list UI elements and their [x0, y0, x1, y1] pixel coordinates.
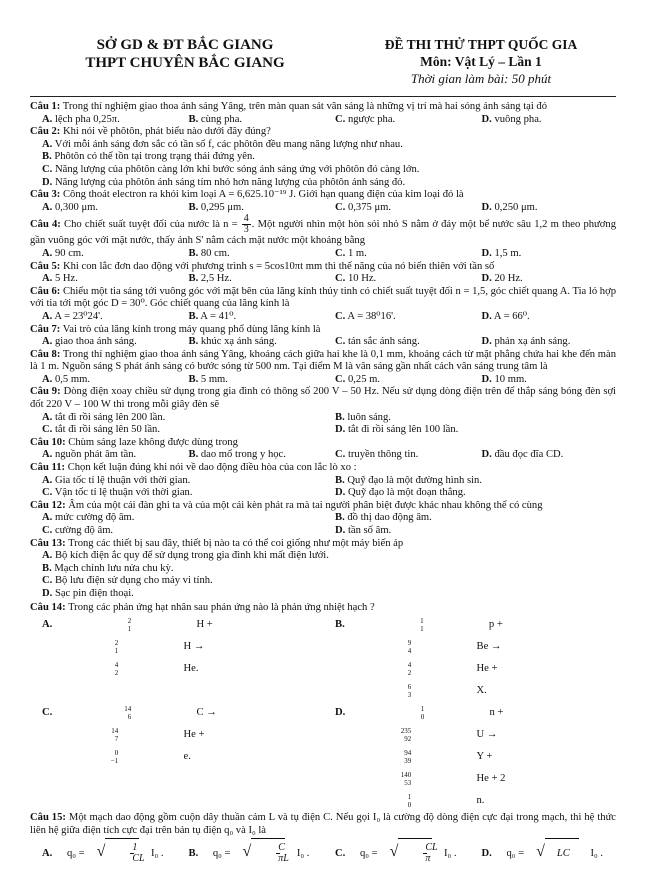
- q8-option-d[interactable]: D. 10 mm.: [481, 373, 527, 385]
- q5-option-c[interactable]: C. 10 Hz.: [335, 273, 377, 285]
- q13-option-b[interactable]: B. Mạch chỉnh lưu nửa chu kỳ.: [42, 562, 174, 574]
- q14-option-b[interactable]: B. 1 1 p + 9 4 Be → 4 2 He + 6 3 X.: [335, 616, 503, 699]
- options-row: [30, 248, 616, 261]
- exam-subject: Môn: Vật Lý – Lần 1: [420, 54, 542, 69]
- q10-option-a[interactable]: A. nguồn phát âm tần.: [42, 449, 137, 461]
- question-number: Câu 3:: [30, 189, 61, 201]
- q2-option-d[interactable]: D. Năng lượng của phôtôn ánh sáng tím nhỏ hơn năng lượng của phôtôn ánh sáng đỏ.: [42, 176, 406, 188]
- question-number: Câu 14:: [30, 601, 66, 613]
- q3-option-c[interactable]: C. 0,375 μm.: [335, 201, 392, 213]
- q5-option-a[interactable]: A. 5 Hz.: [42, 273, 78, 285]
- header-divider: [30, 96, 616, 97]
- exam-time: Thời gian làm bài: 50 phút: [410, 71, 552, 86]
- options-row: [30, 273, 616, 286]
- question-11: [30, 462, 616, 500]
- question-10: [30, 437, 616, 462]
- q5-option-d[interactable]: D. 20 Hz.: [481, 273, 523, 285]
- question-text: Dòng điện xoay chiều sử dụng trong gia đình có thông số 200 V – 50 Hz. Nếu sử dụng dòng điện trên để thắp sáng bóng đèn sợi đốt 220 V – 100 W thì trong mỗi giây đèn sẽ: [30, 386, 616, 411]
- q10-option-b[interactable]: B. dao mổ trong y học.: [188, 449, 286, 461]
- q11-option-b[interactable]: B. Quỹ đạo là một đường hình sin.: [335, 474, 483, 486]
- fraction: $\frac{4}{3}$: [243, 213, 249, 236]
- options-row: [30, 336, 616, 349]
- question-number: Câu 8:: [30, 348, 61, 360]
- question-number: Câu 9:: [30, 386, 61, 398]
- question-text: Chiếu một tia sáng tới vuông góc với mặt bên của lăng kính thủy tinh có chiết suất tuyệt đối n = 1,5, góc chiết quang A. Tia ló hợp với tia tới một góc D = 30⁰. Góc chiết quang của lăng kính là: [30, 285, 616, 310]
- q3-option-a[interactable]: A. 0,300 μm.: [42, 201, 99, 213]
- question-text: Khi con lắc đơn dao động với phương trình s = 5cos10πt mm thì thế năng của nó biến thiên với tần số: [62, 260, 495, 272]
- question-number: Câu 13:: [30, 537, 66, 549]
- q9-option-c[interactable]: C. tắt đi rồi sáng lên 50 lần.: [42, 424, 160, 436]
- question-text: Trong các phản ứng hạt nhân sau phản ứng nào là phản ứng nhiệt hạch ?: [68, 601, 375, 613]
- question-number: Câu 1:: [30, 101, 61, 112]
- q12-option-c[interactable]: C. cường độ âm.: [42, 525, 114, 536]
- options-row: [30, 424, 616, 437]
- q11-option-c[interactable]: C. Vận tốc tỉ lệ thuận với thời gian.: [42, 487, 193, 499]
- question-6: [30, 286, 616, 324]
- q9-option-a[interactable]: A. tắt đi rồi sáng lên 200 lần.: [42, 411, 166, 423]
- q6-option-d[interactable]: D. A = 66⁰.: [481, 310, 530, 322]
- question-9: [30, 386, 616, 436]
- school-name: THPT CHUYÊN BẮC GIANG: [85, 55, 285, 71]
- q13-option-c[interactable]: C. Bộ lưu điện sử dụng cho máy vi tính.: [42, 575, 213, 587]
- q10-option-c[interactable]: C. truyền thông tin.: [335, 449, 419, 461]
- q15-option-b[interactable]: B. q₀ = √ $\frac{C}{\pi L}$ I₀ .: [177, 837, 324, 869]
- q7-option-b[interactable]: B. khúc xạ ánh sáng.: [188, 336, 277, 348]
- question-8: [30, 349, 616, 387]
- school-block: [30, 36, 330, 88]
- q4-option-a[interactable]: A. 90 cm.: [42, 247, 84, 259]
- q11-option-d[interactable]: D. Quỹ đạo là một đoạn thẳng.: [335, 487, 466, 499]
- question-text: Chùm sáng laze không được dùng trong: [68, 436, 238, 448]
- question-5: [30, 261, 616, 286]
- question-number: Câu 7:: [30, 323, 61, 335]
- question-text: Một mạch dao động gồm cuộn dây thuần cảm L và tụ điện C. Nếu gọi I₀ là cường độ dòng điện cực đại trong mạch, thì hệ thức liên hệ giữa điện tích cực đại trên bản tụ điện q₀ và I₀ là: [30, 812, 617, 836]
- q14-option-a[interactable]: A. 2 1 H + 2 1 H → 4 2 He.: [42, 616, 213, 677]
- question-number: Câu 5:: [30, 260, 61, 272]
- q2-option-c[interactable]: C. Năng lượng của phôtôn càng lớn khi bước sóng ánh sáng ứng với phôtôn đó càng lớn.: [42, 163, 420, 175]
- question-text: Cho chiết suất tuyệt đối của nước là n =: [64, 219, 241, 231]
- question-text: Khi nói về phôtôn, phát biểu nào dưới đây đúng?: [62, 126, 271, 138]
- q14-option-d[interactable]: D. 1 0 n + 235 92 U → 94 39 Y + 140 53 He + 2 1 0 n.: [335, 704, 506, 809]
- question-3: [30, 189, 616, 214]
- exam-header: [30, 36, 616, 88]
- q13-option-a[interactable]: A. Bộ kích điện ắc quy để sử dụng trong gia đình khi mất điện lưới.: [42, 550, 329, 562]
- question-number: Câu 12:: [30, 499, 66, 511]
- options-row: [30, 114, 616, 127]
- q14-options-row1: [30, 614, 616, 702]
- q12-option-a[interactable]: A. mức cường độ âm.: [42, 512, 135, 524]
- q8-option-b[interactable]: B. 5 mm.: [188, 373, 228, 385]
- department-name: SỞ GD & ĐT BẮC GIANG: [96, 37, 274, 53]
- options-row: [30, 525, 616, 538]
- question-number: Câu 6:: [30, 285, 61, 297]
- q14-options-row2: [30, 702, 616, 812]
- question-12: [30, 500, 616, 538]
- options-row: [30, 487, 616, 500]
- q15-option-a[interactable]: A. q₀ = √ $\frac{1}{CL}$ I₀ .: [30, 837, 177, 869]
- question-14: [30, 602, 616, 813]
- q1-option-c[interactable]: C. ngược pha.: [335, 113, 396, 125]
- q6-option-c[interactable]: C. A = 38⁰16'.: [335, 310, 396, 322]
- q11-option-a[interactable]: A. Gia tốc tỉ lệ thuận với thời gian.: [42, 474, 191, 486]
- question-7: [30, 324, 616, 349]
- question-number: Câu 15:: [30, 812, 66, 824]
- q7-option-d[interactable]: D. phản xạ ánh sáng.: [481, 336, 571, 348]
- options-row: [30, 475, 616, 488]
- question-text-cont: . Một người nhìn một hòn sỏi nhỏ S nằm ở đáy một bể nước sâu 1,2 m theo phương gần vuông góc với mặt nước, thấy ảnh S' nằm cách mặt nước một khoảng bằng: [30, 219, 616, 247]
- question-text: Trong thí nghiệm giao thoa ánh sáng Yâng, trên màn quan sát vân sáng là những vị trí mà hai sóng ánh sáng tại đó: [62, 101, 548, 112]
- question-number: Câu 4:: [30, 219, 61, 231]
- q8-option-c[interactable]: C. 0,25 m.: [335, 373, 381, 385]
- options-row: [30, 374, 616, 387]
- q9-option-b[interactable]: B. luôn sáng.: [335, 411, 391, 423]
- question-4: [30, 214, 616, 260]
- options-row: [30, 202, 616, 215]
- options-row: [30, 512, 616, 525]
- q13-option-d[interactable]: D. Sạc pin điện thoại.: [42, 587, 134, 599]
- q2-option-a[interactable]: A. Với mỗi ánh sáng đơn sắc có tần số f, các phôtôn đều mang năng lượng như nhau.: [42, 138, 403, 150]
- q15-option-d[interactable]: D. q₀ = √ LC I₀ .: [470, 837, 617, 869]
- q15-options: [30, 837, 616, 869]
- question-text: Công thoát electron ra khỏi kim loại A = 6,625.10⁻¹⁹ J. Giới hạn quang điện của kim loại đó là: [62, 189, 464, 201]
- question-text: Trong các thiết bị sau đây, thiết bị nào ta có thể coi giống như một máy biến áp: [68, 537, 404, 549]
- q1-option-b[interactable]: B. cùng pha.: [188, 113, 243, 125]
- question-number: Câu 2:: [30, 126, 61, 138]
- question-15: [30, 812, 616, 869]
- q4-option-c[interactable]: C. 1 m.: [335, 247, 367, 259]
- q14-option-c[interactable]: C. 14 6 C → 14 7 He + 0 −1 e.: [42, 704, 217, 765]
- q1-option-d[interactable]: D. vuông pha.: [481, 113, 542, 125]
- q10-option-d[interactable]: D. đầu đọc đĩa CD.: [481, 449, 564, 461]
- options-row: [30, 449, 616, 462]
- q7-option-a[interactable]: A. giao thoa ánh sáng.: [42, 336, 137, 348]
- q15-option-c[interactable]: C. q₀ = √ $\frac{CL}{\pi}$ I₀ .: [323, 837, 470, 869]
- q6-option-a[interactable]: A. A = 23⁰24'.: [42, 310, 103, 322]
- question-text: Âm của một cái đàn ghi ta và của một cái kèn phát ra mà tai người phân biệt được khác nhau không thể có cùng: [68, 499, 543, 511]
- question-text: Trong thí nghiệm giao thoa ánh sáng Yâng, khoảng cách giữa hai khe là 0,1 mm, khoảng cách từ mặt phẳng chứa hai khe đến màn là 1 m. Nguồn sáng S phát ánh sáng có bước sóng từ 500 nm. Tại điểm M là vân sáng gần nhất cách vân sáng trung tâm là: [30, 348, 617, 373]
- q4-option-b[interactable]: B. 80 cm.: [188, 247, 230, 259]
- q1-option-a[interactable]: A. lệch pha 0,25π.: [42, 113, 120, 125]
- q8-option-a[interactable]: A. 0,5 mm.: [42, 373, 90, 385]
- question-13: [30, 538, 616, 601]
- question-2: [30, 126, 616, 189]
- q7-option-c[interactable]: C. tán sắc ánh sáng.: [335, 336, 420, 348]
- q5-option-b[interactable]: B. 2,5 Hz.: [188, 273, 232, 285]
- options-row: [30, 311, 616, 324]
- exam-info-block: [346, 36, 616, 88]
- question-text: Vai trò của lăng kính trong máy quang phổ dùng lăng kính là: [62, 323, 321, 335]
- q3-option-d[interactable]: D. 0,250 μm.: [481, 201, 538, 213]
- options-row: [30, 412, 616, 425]
- q4-option-d[interactable]: D. 1,5 m.: [481, 247, 522, 259]
- question-text: Chọn kết luận đúng khi nói về dao động điều hòa của con lắc lò xo :: [67, 462, 357, 474]
- q9-option-d[interactable]: D. tắt đi rồi sáng lên 100 lần.: [335, 424, 459, 436]
- q6-option-b[interactable]: B. A = 41⁰.: [188, 310, 237, 322]
- question-number: Câu 11:: [30, 462, 66, 474]
- q12-option-d[interactable]: D. tần số âm.: [335, 525, 392, 536]
- question-list: [30, 101, 616, 601]
- q12-option-b[interactable]: B. đồ thị dao động âm.: [335, 512, 432, 524]
- q3-option-b[interactable]: B. 0,295 μm.: [188, 201, 244, 213]
- question-number: Câu 10:: [30, 436, 66, 448]
- question-1: [30, 101, 616, 126]
- q2-option-b[interactable]: B. Phôtôn có thể tồn tại trong trạng thái đứng yên.: [42, 151, 255, 163]
- exam-title: ĐỀ THI THỬ THPT QUỐC GIA: [384, 37, 578, 52]
